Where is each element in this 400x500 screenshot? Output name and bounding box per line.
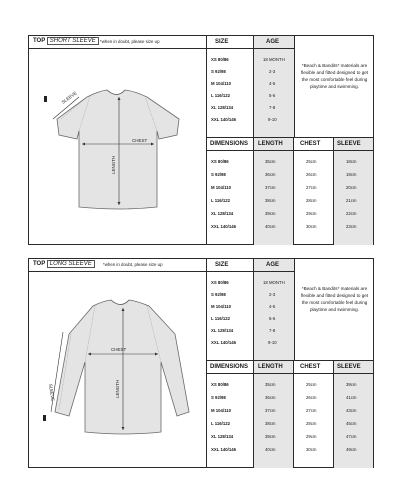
dim-length-cell: 38cm (265, 421, 276, 426)
size-cell: XS 80/86 (211, 57, 229, 62)
dim-chest-cell: 27cm (306, 185, 317, 190)
size-cell: L 116/122 (211, 93, 231, 98)
age-cell: 7-8 (269, 105, 276, 110)
age-cell: 4-5 (269, 304, 276, 309)
dim-sleeve-cell: 41cm (346, 395, 357, 400)
dim-length-cell: 36cm (265, 172, 276, 177)
chart-header (29, 259, 206, 272)
long-sleeve-garment-diagram (29, 272, 206, 467)
dim-size-cell: L 116/122 (211, 198, 231, 203)
dim-sleeve-cell: 22cm (346, 211, 357, 216)
age-cell: 2-3 (269, 292, 276, 297)
dim-sleeve-cell: 21cm (346, 198, 357, 203)
dim-sleeve-cell: 23cm (346, 224, 357, 229)
chart-title (33, 261, 95, 267)
dim-size-cell: XXL 140/146 (211, 447, 237, 452)
dim-size-cell: XL 128/134 (211, 211, 234, 216)
size-cell: M 104/110 (211, 81, 232, 86)
age-cell: 5-6 (269, 93, 276, 98)
size-chart-long-sleeve (28, 258, 374, 468)
dim-chest-cell: 29cm (306, 434, 317, 439)
age-column (253, 259, 295, 360)
sleeve-header: SLEEVE (337, 141, 361, 147)
chart-header (29, 36, 206, 49)
size-cell: XS 80/86 (211, 280, 229, 285)
dim-size-cell: S 92/98 (211, 395, 226, 400)
dim-sleeve-cell: 47cm (346, 434, 357, 439)
age-cell: 2-3 (269, 69, 276, 74)
chart-title (33, 38, 99, 44)
dim-length-cell: 38cm (265, 198, 276, 203)
dim-chest-cell: 29cm (306, 211, 317, 216)
sleeve-label: SLEEVE (48, 383, 56, 402)
title-main: TOP (33, 261, 46, 267)
dimensions-header: DIMENSIONS (210, 364, 249, 370)
size-cell: XL 128/134 (211, 105, 234, 110)
dim-size-cell: XXL 140/146 (211, 224, 237, 229)
dim-size-cell: XL 128/134 (211, 434, 234, 439)
age-cell: 5-6 (269, 316, 276, 321)
age-cell: 9-10 (268, 340, 277, 345)
dimensions-table (207, 360, 373, 468)
dimensions-header: DIMENSIONS (210, 141, 249, 147)
dimensions-table (207, 137, 373, 245)
title-sub: LONG SLEEVE (49, 261, 92, 267)
dim-sleeve-cell: 45cm (346, 421, 357, 426)
dim-size-cell: S 92/98 (211, 172, 226, 177)
size-chart-short-sleeve (28, 35, 374, 245)
dim-sleeve-cell: 18cm (346, 159, 357, 164)
chest-label: CHEST (111, 347, 127, 352)
dim-chest-cell: 30cm (306, 224, 317, 229)
age-cell: 4-5 (269, 81, 276, 86)
size-cell: M 104/110 (211, 304, 232, 309)
material-description: *Beach & Bandits* materials are flexible and fitted designed to get the most comfortable feel during playtime and swimming. (294, 36, 374, 137)
dim-chest-cell: 25cm (306, 382, 317, 387)
length-header: LENGTH (258, 364, 283, 370)
size-cell: S 92/98 (211, 69, 226, 74)
age-cell: 18 MONTH (263, 57, 285, 62)
dim-chest-cell: 28cm (306, 421, 317, 426)
sleeve-header: SLEEVE (337, 364, 361, 370)
size-age-table (207, 36, 373, 137)
age-column (253, 36, 295, 137)
age-header: AGE (266, 262, 280, 268)
dim-size-cell: M 104/110 (211, 185, 232, 190)
size-up-note: *when in doubt, please size up (103, 262, 163, 267)
dim-chest-cell: 27cm (306, 408, 317, 413)
dim-size-cell: XS 80/86 (211, 159, 229, 164)
dim-sleeve-cell: 39cm (346, 382, 357, 387)
dim-length-cell: 40cm (265, 447, 276, 452)
dim-sleeve-cell: 49cm (346, 447, 357, 452)
age-header: AGE (266, 39, 280, 45)
size-header: SIZE (215, 39, 229, 45)
length-header: LENGTH (258, 141, 283, 147)
size-table (207, 36, 373, 244)
size-up-note: *when in doubt, please size up (100, 39, 160, 44)
dim-size-cell: M 104/110 (211, 408, 232, 413)
dim-length-cell: 37cm (265, 185, 276, 190)
size-age-table (207, 259, 373, 360)
dim-size-cell: L 116/122 (211, 421, 231, 426)
dim-length-cell: 36cm (265, 395, 276, 400)
length-label: LENGTH (115, 379, 120, 398)
dim-size-cell: XS 80/86 (211, 382, 229, 387)
title-sub: SHORT SLEEVE (49, 38, 96, 44)
chest-header: CHEST (300, 141, 321, 147)
age-cell: 9-10 (268, 117, 277, 122)
title-main: TOP (33, 38, 46, 44)
length-label: LENGTH (111, 155, 116, 174)
dim-chest-cell: 26cm (306, 395, 317, 400)
age-cell: 7-8 (269, 328, 276, 333)
sleeve-label: SLEEVE (60, 90, 78, 105)
dim-chest-cell: 26cm (306, 172, 317, 177)
dim-chest-cell: 25cm (306, 159, 317, 164)
dim-sleeve-cell: 43cm (346, 408, 357, 413)
dim-sleeve-cell: 19cm (346, 172, 357, 177)
chest-header: CHEST (300, 364, 321, 370)
dim-length-cell: 39cm (265, 434, 276, 439)
material-description: *Beach & Bandits* materials are flexible and fitted designed to get the most comfortable feel during playtime and swimming. (294, 259, 374, 360)
dim-length-cell: 35cm (265, 159, 276, 164)
chest-label: CHEST (132, 138, 148, 143)
short-sleeve-garment-diagram (29, 49, 206, 244)
dim-length-cell: 39cm (265, 211, 276, 216)
dim-chest-cell: 30cm (306, 447, 317, 452)
size-cell: XXL 140/146 (211, 340, 237, 345)
size-cell: L 116/122 (211, 316, 231, 321)
size-cell: XXL 140/146 (211, 117, 237, 122)
size-cell: XL 128/134 (211, 328, 234, 333)
age-cell: 18 MONTH (263, 280, 285, 285)
dim-chest-cell: 28cm (306, 198, 317, 203)
dim-length-cell: 40cm (265, 224, 276, 229)
dim-length-cell: 37cm (265, 408, 276, 413)
dim-length-cell: 35cm (265, 382, 276, 387)
size-table (207, 259, 373, 467)
dim-sleeve-cell: 20cm (346, 185, 357, 190)
size-header: SIZE (215, 262, 229, 268)
size-cell: S 92/98 (211, 292, 226, 297)
